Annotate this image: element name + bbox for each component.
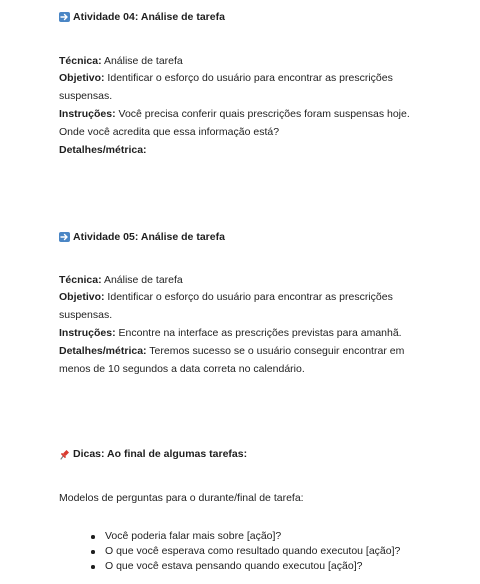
activity-05-detalhes-cont: menos de 10 segundos a data correta no calendário. bbox=[59, 363, 305, 375]
instrucoes-value: Você precisa conferir quais prescrições foram suspensas hoje. bbox=[115, 108, 410, 120]
tecnica-label: Técnica: bbox=[59, 274, 102, 286]
list-item: O que você esperava como resultado quando executou [ação]? bbox=[90, 544, 400, 559]
tips-heading bbox=[59, 448, 247, 460]
detalhes-value: Teremos sucesso se o usuário conseguir encontrar em bbox=[146, 345, 405, 357]
instrucoes-label: Instruções: bbox=[59, 327, 116, 339]
activity-04-objetivo-cont: suspensas. bbox=[59, 90, 113, 102]
instrucoes-label: Instruções: bbox=[59, 108, 116, 120]
tecnica-value: Análise de tarefa bbox=[101, 55, 183, 67]
activity-04-detalhes bbox=[59, 144, 147, 157]
activity-05-detalhes bbox=[59, 345, 404, 358]
activity-04-objetivo bbox=[59, 72, 393, 85]
activity-05-heading bbox=[59, 231, 225, 243]
pushpin-icon bbox=[59, 449, 70, 460]
right-arrow-icon bbox=[59, 12, 70, 22]
objetivo-value: Identificar o esforço do usuário para encontrar as prescrições bbox=[104, 291, 393, 303]
tecnica-value: Análise de tarefa bbox=[101, 274, 183, 286]
detalhes-label: Detalhes/métrica: bbox=[59, 144, 147, 156]
objetivo-label: Objetivo: bbox=[59, 72, 105, 84]
tips-intro: Modelos de perguntas para o durante/final de tarefa: bbox=[59, 492, 304, 504]
activity-04-title: Atividade 04: Análise de tarefa bbox=[73, 11, 225, 23]
right-arrow-icon bbox=[59, 232, 70, 242]
list-item: O que você estava pensando quando executou [ação]? bbox=[90, 559, 400, 574]
tecnica-label: Técnica: bbox=[59, 55, 102, 67]
list-item: Você poderia falar mais sobre [ação]? bbox=[90, 529, 400, 544]
tips-title: Dicas: Ao final de algumas tarefas: bbox=[73, 448, 248, 460]
activity-04-tecnica bbox=[59, 55, 183, 68]
activity-04-heading bbox=[59, 11, 225, 23]
activity-05-title: Atividade 05: Análise de tarefa bbox=[73, 231, 225, 243]
questions-list bbox=[90, 529, 400, 574]
activity-04-instrucoes-cont: Onde você acredita que essa informação está? bbox=[59, 126, 280, 138]
activity-05-instrucoes bbox=[59, 327, 402, 340]
detalhes-label: Detalhes/métrica: bbox=[59, 345, 147, 357]
objetivo-label: Objetivo: bbox=[59, 291, 105, 303]
objetivo-value: Identificar o esforço do usuário para encontrar as prescrições bbox=[104, 72, 393, 84]
activity-04-instrucoes bbox=[59, 108, 410, 121]
instrucoes-value: Encontre na interface as prescrições previstas para amanhã. bbox=[115, 327, 402, 339]
activity-05-objetivo-cont: suspensas. bbox=[59, 309, 113, 321]
activity-05-tecnica bbox=[59, 274, 183, 287]
activity-05-objetivo bbox=[59, 291, 393, 304]
